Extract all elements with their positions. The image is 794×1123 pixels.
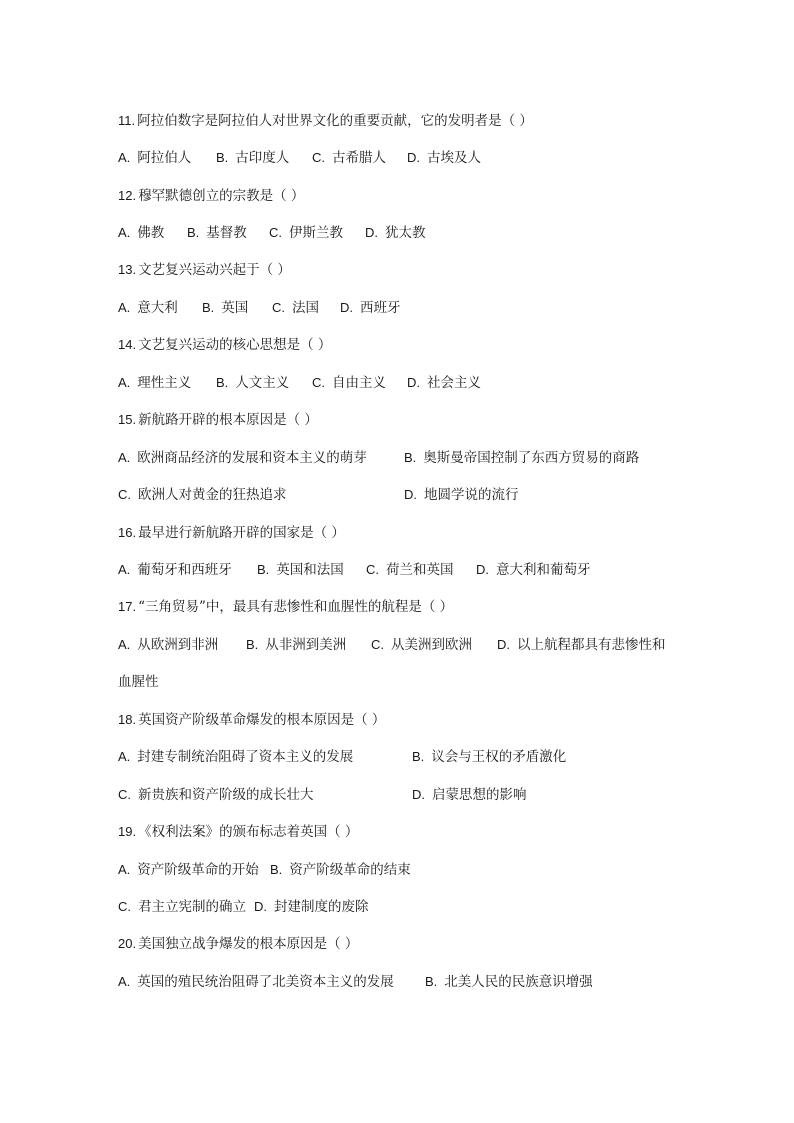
question-text: 穆罕默德创立的宗教是（ ）: [138, 188, 305, 204]
question-number: 12.: [118, 188, 137, 203]
option-a: A. 阿拉伯人: [118, 150, 192, 166]
option-d: D. 地圆学说的流行: [404, 487, 519, 503]
option-c: C. 欧洲人对黄金的狂热追求: [118, 487, 287, 503]
question-19-stem: [118, 821, 358, 843]
question-text: 文艺复兴运动的核心思想是（ ）: [138, 337, 332, 353]
option-a: A. 欧洲商品经济的发展和资本主义的萌芽: [118, 450, 367, 466]
question-number: 18.: [118, 712, 137, 727]
option-c: C. 君主立宪制的确立: [118, 899, 246, 915]
question-number: 20.: [118, 936, 137, 951]
option-a: A. 资产阶级革命的开始: [118, 862, 259, 878]
option-c: C. 法国: [272, 300, 319, 316]
option-c: C. 新贵族和资产阶级的成长壮大: [118, 787, 314, 803]
option-a: A. 英国的殖民统治阻碍了北美资本主义的发展: [118, 974, 394, 990]
question-13-stem: [118, 259, 291, 281]
option-b: B. 从非洲到美洲: [246, 637, 347, 653]
question-17-stem: [118, 596, 453, 618]
question-text: 文艺复兴运动兴起于（ ）: [138, 262, 291, 278]
option-a: A. 意大利: [118, 300, 178, 316]
question-text: 阿拉伯数字是阿拉伯人对世界文化的重要贡献，它的发明者是（ ）: [137, 113, 533, 129]
question-number: 17.: [118, 599, 137, 614]
option-a: A. 佛教: [118, 225, 165, 241]
option-b: B. 基督教: [187, 225, 247, 241]
question-text: “三角贸易”中，最具有悲惨性和血腥性的航程是（ ）: [138, 599, 454, 615]
option-d: D. 意大利和葡萄牙: [476, 562, 591, 578]
option-b: B. 人文主义: [216, 375, 290, 391]
question-15-stem: [118, 409, 318, 431]
question-number: 16.: [118, 525, 137, 540]
question-text: 《权利法案》的颁布标志着英国（ ）: [138, 824, 359, 840]
question-number: 11.: [118, 113, 136, 128]
option-b: B. 英国和法国: [257, 562, 344, 578]
option-c: C. 从美洲到欧洲: [371, 637, 472, 653]
question-17-continuation: 血腥性: [118, 674, 159, 690]
question-number: 14.: [118, 337, 137, 352]
question-text: 英国资产阶级革命爆发的根本原因是（ ）: [138, 712, 386, 728]
question-12-stem: [118, 185, 304, 207]
option-b: B. 奥斯曼帝国控制了东西方贸易的商路: [404, 450, 640, 466]
option-b: B. 英国: [202, 300, 249, 316]
question-18-stem: [118, 709, 385, 731]
question-11-stem: [118, 110, 533, 132]
option-a: A. 封建专制统治阻碍了资本主义的发展: [118, 749, 354, 765]
option-b: B. 资产阶级革命的结束: [270, 862, 411, 878]
option-c: C. 古希腊人: [312, 150, 386, 166]
option-d: D. 以上航程都具有悲惨性和: [497, 637, 666, 653]
question-number: 15.: [118, 412, 137, 427]
option-a: A. 从欧洲到非洲: [118, 637, 219, 653]
option-d: D. 古埃及人: [407, 150, 481, 166]
option-a: A. 葡萄牙和西班牙: [118, 562, 232, 578]
option-d: D. 西班牙: [340, 300, 401, 316]
option-d: D. 封建制度的废除: [254, 899, 369, 915]
option-c: C. 伊斯兰教: [269, 225, 343, 241]
question-number: 13.: [118, 262, 137, 277]
option-d: D. 犹太教: [365, 225, 426, 241]
option-b: B. 北美人民的民族意识增强: [425, 974, 593, 990]
option-c: C. 荷兰和英国: [366, 562, 454, 578]
option-d: D. 社会主义: [407, 375, 481, 391]
question-number: 19.: [118, 824, 137, 839]
question-20-stem: [118, 933, 358, 955]
option-c: C. 自由主义: [312, 375, 386, 391]
option-b: B. 古印度人: [216, 150, 290, 166]
question-text: 美国独立战争爆发的根本原因是（ ）: [138, 936, 359, 952]
question-text: 新航路开辟的根本原因是（ ）: [138, 412, 318, 428]
option-a: A. 理性主义: [118, 375, 192, 391]
question-text: 最早进行新航路开辟的国家是（ ）: [138, 525, 345, 541]
question-16-stem: [118, 522, 345, 544]
option-b: B. 议会与王权的矛盾激化: [412, 749, 567, 765]
option-d: D. 启蒙思想的影响: [412, 787, 527, 803]
question-14-stem: [118, 334, 331, 356]
